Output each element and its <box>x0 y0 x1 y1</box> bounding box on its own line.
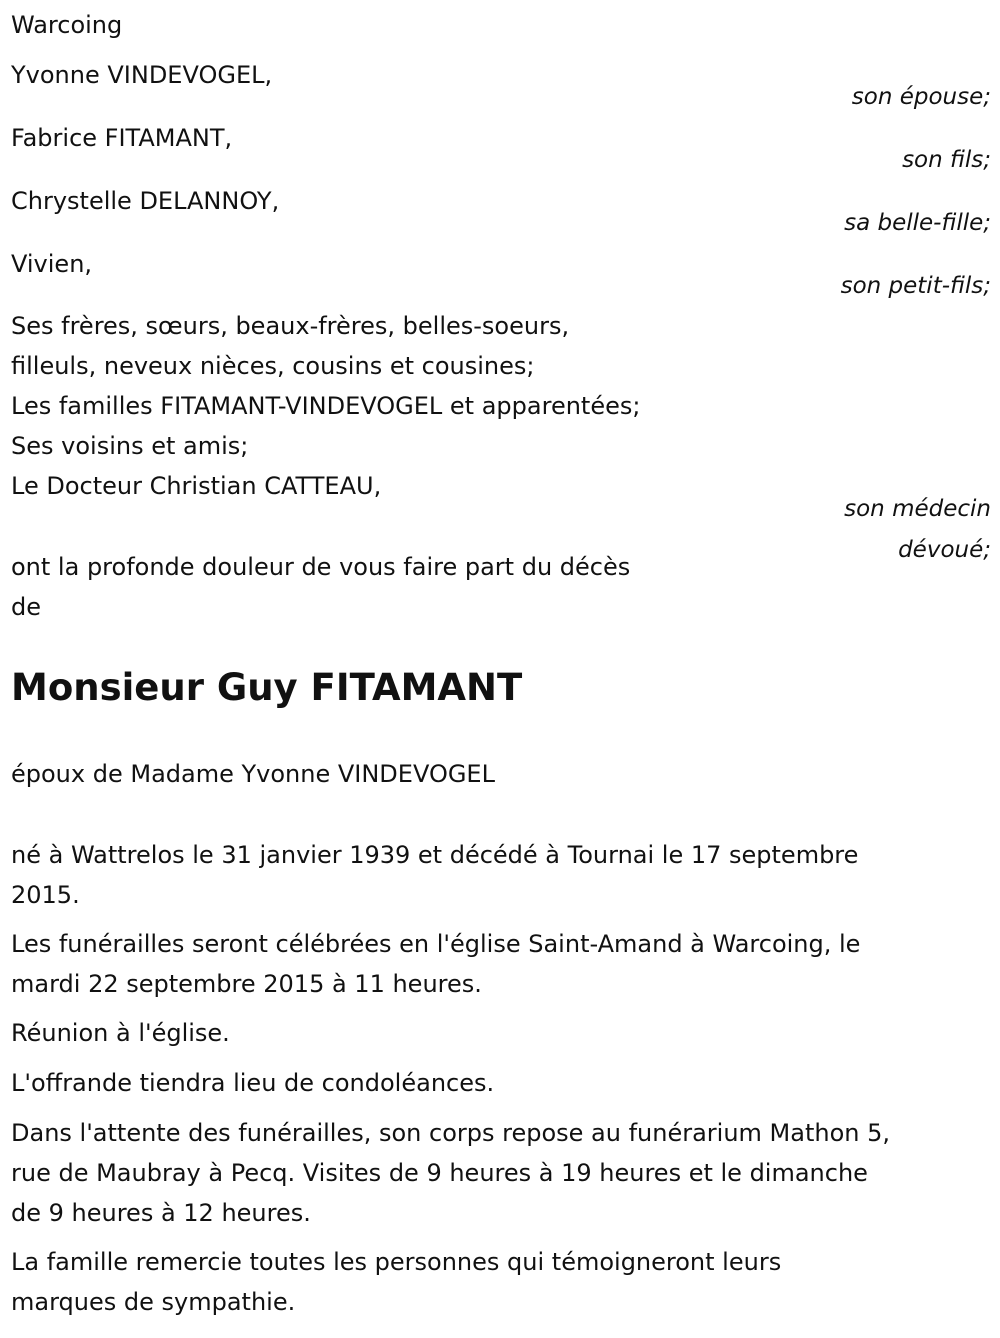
thanks-line: marques de sympathie. <box>11 1288 296 1316</box>
visitation-line: Dans l'attente des funérailles, son corps repose au funérarium Mathon 5, <box>11 1119 891 1147</box>
family-role-daughter-in-law: sa belle-fille; <box>844 210 991 236</box>
visitation-line: rue de Maubray à Pecq. Visites de 9 heures à 19 heures et le dimanche <box>11 1159 868 1187</box>
offering-line: L'offrande tiendra lieu de condoléances. <box>11 1069 495 1097</box>
family-name-spouse: Yvonne VINDEVOGEL, <box>11 61 273 89</box>
family-role-grandson: son petit-fils; <box>840 273 991 299</box>
family-name-son: Fabrice FITAMANT, <box>11 124 233 152</box>
family-name-grandson: Vivien, <box>11 250 93 278</box>
birth-death-line: né à Wattrelos le 31 janvier 1939 et décédé à Tournai le 17 septembre <box>11 841 859 869</box>
birth-death-line: 2015. <box>11 881 80 909</box>
obituary-document <box>11 0 991 1338</box>
family-role-son: son fils; <box>902 147 991 173</box>
relatives-line: filleuls, neveux nièces, cousins et cousines; <box>11 352 535 380</box>
relatives-line: Ses frères, sœurs, beaux-frères, belles-soeurs, <box>11 312 570 340</box>
location: Warcoing <box>11 11 123 39</box>
family-name-daughter-in-law: Chrystelle DELANNOY, <box>11 187 280 215</box>
deceased-name: Monsieur Guy FITAMANT <box>11 666 523 709</box>
announcement-line: ont la profonde douleur de vous faire part du décès <box>11 553 631 581</box>
thanks-line: La famille remercie toutes les personnes qui témoigneront leurs <box>11 1248 782 1276</box>
relatives-line-doctor: Le Docteur Christian CATTEAU, <box>11 472 382 500</box>
funeral-line: mardi 22 septembre 2015 à 11 heures. <box>11 970 482 998</box>
visitation-line: de 9 heures à 12 heures. <box>11 1199 311 1227</box>
relatives-line: Les familles FITAMANT-VINDEVOGEL et apparentées; <box>11 392 641 420</box>
relatives-line: Ses voisins et amis; <box>11 432 249 460</box>
funeral-line: Les funérailles seront célébrées en l'église Saint-Amand à Warcoing, le <box>11 930 861 958</box>
spouse-line: époux de Madame Yvonne VINDEVOGEL <box>11 760 495 788</box>
doctor-role-line: son médecin <box>844 496 991 522</box>
family-role-spouse: son épouse; <box>851 84 991 110</box>
announcement-line: de <box>11 593 41 621</box>
doctor-role-line: dévoué; <box>898 537 991 563</box>
meeting-line: Réunion à l'église. <box>11 1019 230 1047</box>
